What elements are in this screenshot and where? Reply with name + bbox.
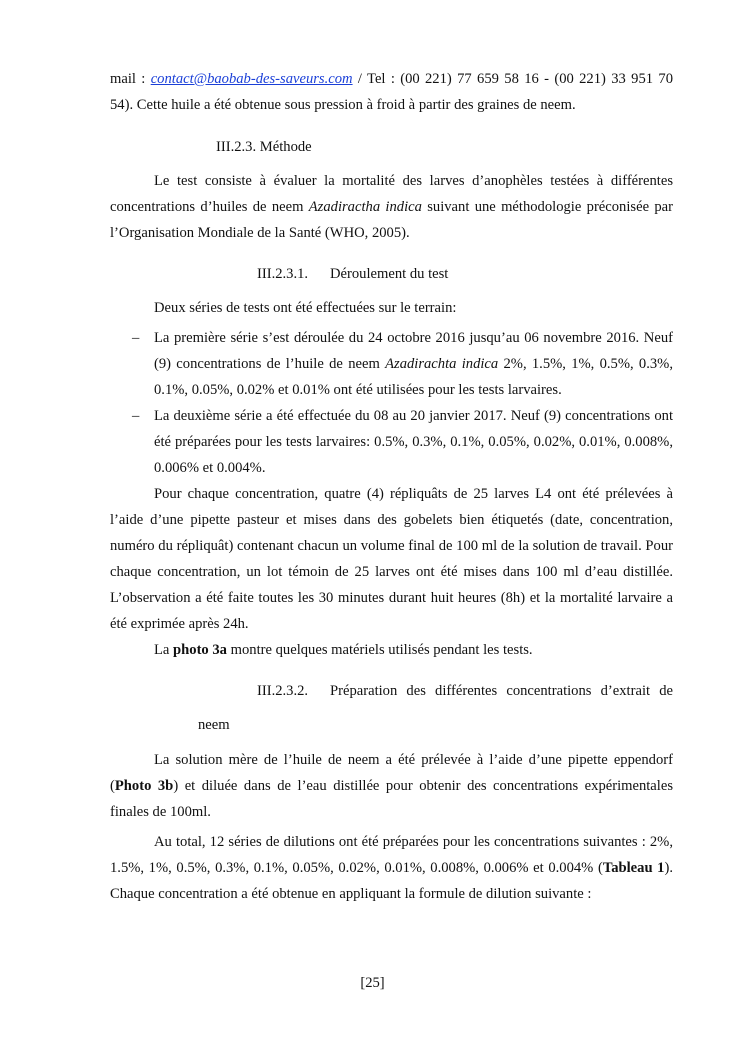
methode-paragraph-line3: l’Organisation Mondiale de la Santé (WHO, 2005). bbox=[110, 225, 410, 241]
subsection-title-deroulement: Déroulement du test bbox=[330, 266, 449, 282]
bullet-item-serie-1: La première série s’est déroulée du 24 octobre 2016 jusqu’au 06 novembre 2016. Neuf (9) concentrations de l’huile de neem Azadirachta indica 2%, 1.5%, 1%, 0.5%, 0.3%, 0.1%, 0.05%, 0.02% et 0.01% ont été utilisées pour les tests larvaires. bbox=[154, 330, 673, 398]
methode-paragraph-line1: Le test consiste à évaluer la mortalité des larves d’anophèles testées à différentes bbox=[154, 173, 673, 189]
photo-3a-reference: photo 3a bbox=[173, 642, 227, 658]
photo-3b-reference: Photo 3b bbox=[114, 778, 174, 794]
contact-line-2: 54). Cette huile a été obtenue sous pression à froid à partir des graines de neem. bbox=[110, 97, 576, 113]
preparation-paragraph-1: La solution mère de l’huile de neem a été prélevée à l’aide d’une pipette eppendorf (Photo 3b) et diluée dans de l’eau distillée pour obtenir des concentrations expérimentales finales de 100ml. bbox=[110, 752, 673, 820]
deroulement-intro: Deux séries de tests ont été effectuées sur le terrain: bbox=[154, 300, 457, 316]
page-number: [25] bbox=[360, 975, 385, 991]
section-heading-methode: III.2.3. Méthode bbox=[216, 139, 312, 155]
species-name: Azadiractha indica bbox=[308, 199, 422, 215]
subsection-number-preparation: III.2.3.2. bbox=[257, 683, 309, 699]
email-link[interactable]: contact@baobab-des-saveurs.com bbox=[150, 71, 353, 87]
subsection-title-preparation: Préparation des différentes concentrations d’extrait de bbox=[330, 683, 673, 699]
methode-paragraph-line2: concentrations d’huiles de neem Azadiractha indica suivant une méthodologie préconisée par bbox=[110, 199, 673, 215]
subsection-title-preparation-line2: neem bbox=[198, 717, 230, 733]
species-name: Azadirachta indica bbox=[385, 356, 499, 372]
bullet-item-serie-2: La deuxième série a été effectuée du 08 au 20 janvier 2017. Neuf (9) concentrations ont été préparées pour les tests larvaires: 0.5%, 0.3%, 0.1%, 0.05%, 0.02%, 0.01%, 0.008%, 0.006% et 0.004%. bbox=[154, 408, 673, 476]
subsection-number-deroulement: III.2.3.1. bbox=[257, 266, 309, 282]
bullet-dash: – bbox=[132, 330, 140, 346]
bullet-dash: – bbox=[132, 408, 140, 424]
contact-line: mail : contact@baobab-des-saveurs.com / Tel : (00 221) 77 659 58 16 - (00 221) 33 951 70 bbox=[110, 71, 673, 87]
preparation-paragraph-2: Au total, 12 séries de dilutions ont été préparées pour les concentrations suivantes : 2%, 1.5%, 1%, 0.5%, 0.3%, 0.1%, 0.05%, 0.02%, 0.01%, 0.008%, 0.006% et 0.004% (Tableau 1). Chaque concentration a été obtenue en appliquant la formule de dilution suivante : bbox=[110, 834, 673, 902]
tableau-1-reference: Tableau 1 bbox=[602, 860, 665, 876]
photo-reference-line: La photo 3a montre quelques matériels utilisés pendant les tests. bbox=[154, 642, 533, 658]
deroulement-paragraph: Pour chaque concentration, quatre (4) répliquâts de 25 larves L4 ont été prélevées à l’aide d’une pipette pasteur et mises dans des gobelets bien étiquetés (date, concentration, numéro du répliquât) contenant chacun un volume final de 100 ml de la solution de travail. Pour chaque concentration, un lot témoin de 25 larves ont été mises dans 100 ml d’eau distillée. L’observation a été faite toutes les 30 minutes durant huit heures (8h) et la mortalité larvaire a été exprimée après 24h. bbox=[110, 486, 673, 632]
